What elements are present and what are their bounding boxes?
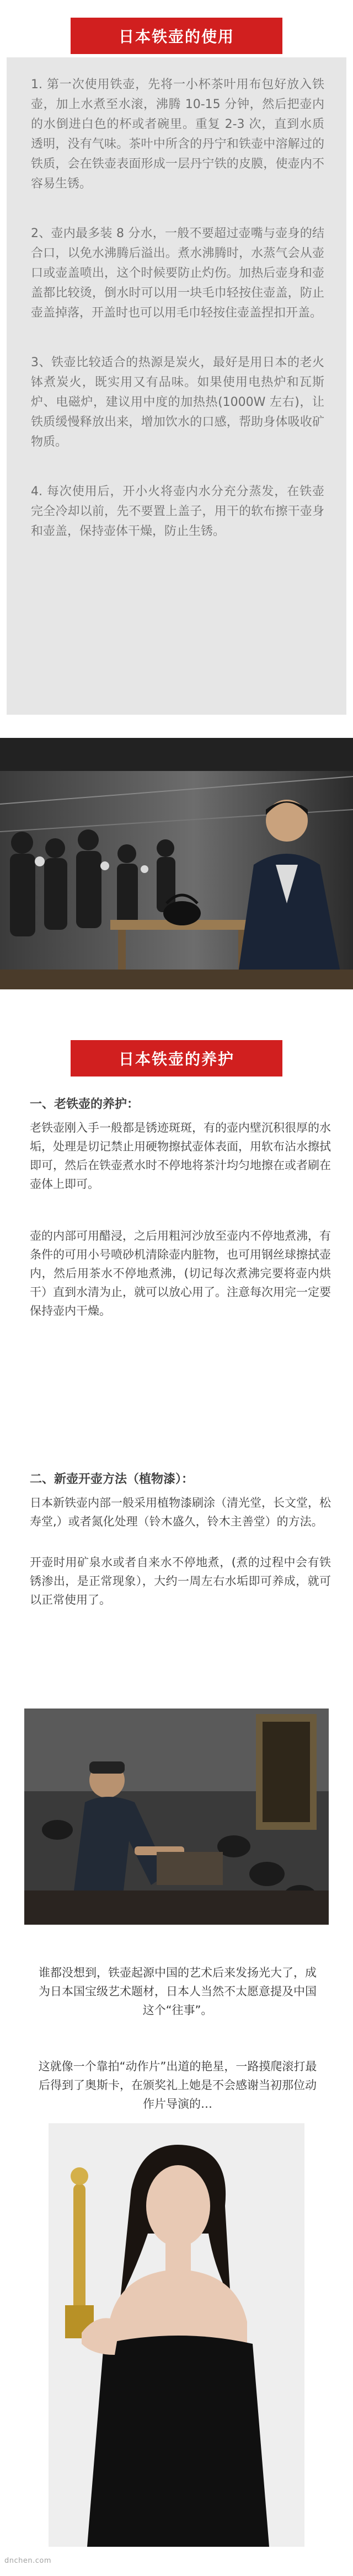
- old-kettle-care-text: 老铁壶刚入手一般都是锈迹斑斑，有的壶内壁沉积很厚的水垢，处理是切记禁止用硬物擦拭壶体表面，用软布沾水擦拭即可，然后在铁壶煮水时不停地将茶汁均匀地擦在或者刷在壶体上即可。: [30, 1121, 331, 1191]
- source-watermark: dnchen.com: [4, 2557, 52, 2565]
- old-kettle-care-block: [30, 1095, 331, 1320]
- craftsman-illustration: [24, 1709, 329, 1925]
- usage-step-2: 2、壶内最多装 8 分水，一般不要超过壶嘴与壶身的结合口，以免水沸腾后溢出。煮水沸腾时，水蒸气会从壶口或壶盖喷出，这个时候要防止灼伤。加热后壶身和壶盖都比较烫，倒水时可以用一块毛巾轻按住壶盖，防止壶盖掉落，开盖时也可以用毛巾轻按住壶盖捏扣开盖。: [31, 227, 324, 320]
- award-winner-illustration: [49, 2123, 304, 2547]
- care-section-title: 日本铁壶的养护: [71, 1040, 282, 1077]
- analogy-text: 这就像一个靠拍“动作片”出道的艳星，一路摸爬滚打最后得到了奥斯卡，在颁奖礼上她是不会感谢当初那位动作片导演的…: [38, 2060, 317, 2111]
- new-kettle-opening-text: 开壶时用矿泉水或者自来水不停地煮，(煮的过程中会有铁锈渗出，是正常现象），大约一周左右水垢即可养成，就可以正常使用了。: [30, 1556, 331, 1606]
- tea-ceremony-photo: [0, 738, 353, 989]
- craftsman-photo: [24, 1709, 329, 1925]
- usage-step-4: 4. 每次使用后，开小火将壶内水分充分蒸发，在铁壶完全冷却以前，先不要置上盖子，用干的软布擦干壶身和壶盖，保持壶体干燥，防止生锈。: [31, 485, 324, 538]
- usage-instructions-panel: [7, 57, 346, 715]
- new-kettle-care-heading: 二、新壶开壶方法（植物漆）：: [30, 1472, 194, 1486]
- usage-step-1: 1. 第一次使用铁壶，先将一小杯茶叶用布包好放入铁壶，加上水煮至水滚，沸腾 10-15 分钟，然后把壶内的水倒进白色的杯或者碗里。重复 2-3 次，直到水质透明，没有气味。茶叶中所含的丹宁和铁壶中溶解过的铁质，会在铁壶表面形成一层丹宁铁的皮膜，使壶内不容易生锈。: [31, 78, 324, 191]
- new-kettle-method-text: 日本新铁壶内部一般采用植物漆刷涂（清光堂，长文堂，松寿堂,）或者氮化处理（铃木盛久，铃木主善堂）的方法。: [30, 1496, 331, 1528]
- tea-ceremony-illustration: [0, 738, 353, 989]
- use-section-title: 日本铁壶的使用: [71, 18, 282, 54]
- usage-step-3: 3、铁壶比较适合的热源是炭火，最好是用日本的老火钵煮炭火，既实用又有品味。如果使用电热炉和瓦斯炉、电磁炉，建议用中度的加热热(1000W 左右)，让铁质缓慢释放出来，增加饮水的口感，帮助身体吸收矿物质。: [31, 356, 324, 449]
- award-photo: [49, 2123, 304, 2547]
- old-kettle-interior-text: 壶的内部可用醋浸，之后用粗河沙放至壶内不停地煮沸，有条件的可用小号喷砂机清除壶内脏物，也可用钢丝球擦拭壶内，然后用茶水不停地煮沸，(切记每次煮沸完要将壶内烘干）直到水清为止，就可以放心用了。注意每次用完一定要保持壶内干燥。: [30, 1229, 331, 1318]
- old-kettle-care-heading: 一、老铁壶的养护：: [30, 1097, 140, 1111]
- new-kettle-care-block: [30, 1470, 331, 1609]
- origin-story-text: 谁都没想到，铁壶起源中国的艺术后来发扬光大了，成为日本国宝级艺术题材，日本人当然不太愿意提及中国这个“往事”。: [39, 1966, 317, 2017]
